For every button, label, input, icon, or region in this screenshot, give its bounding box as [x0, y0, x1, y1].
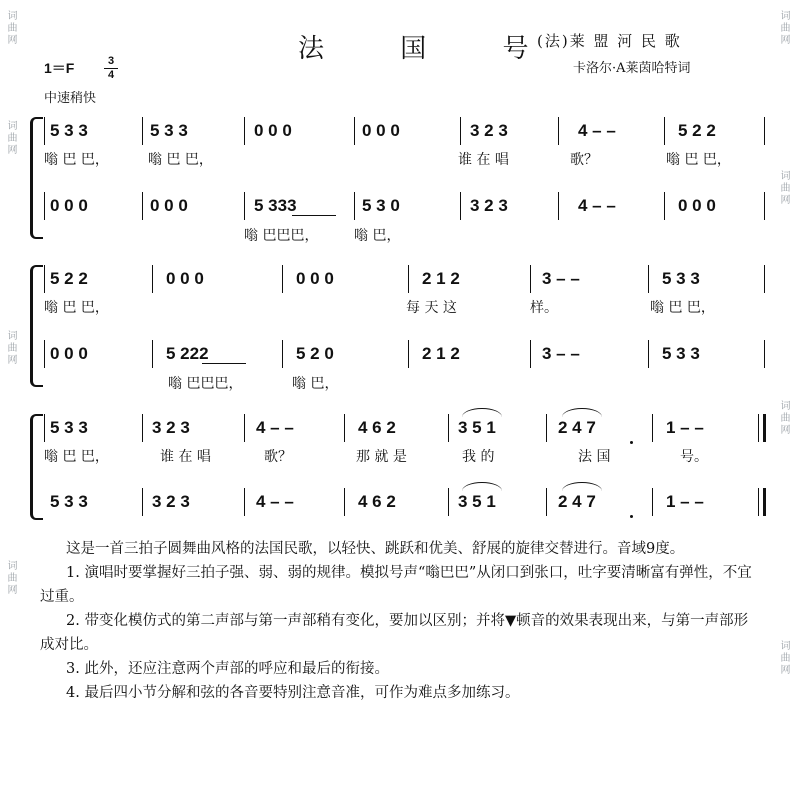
song-origin: (法)莱 盟 河 民 歌 [537, 32, 682, 50]
watermark-right-2: 词曲网 [778, 170, 789, 206]
system-brace [30, 117, 43, 239]
lyric: 号。 [680, 449, 708, 465]
measure: 4 – – [256, 492, 294, 511]
measure: 5 3 3 [50, 492, 88, 511]
lyric: 嗡 巴 巴， [44, 449, 109, 465]
lyric: 嗡 巴 巴， [650, 300, 715, 316]
lyric: 嗡 巴 巴， [44, 300, 109, 316]
measure: 3 5 1 [458, 492, 496, 511]
measure: 0 0 0 [50, 344, 88, 363]
score-system-1 [30, 117, 765, 247]
measure: 1 – – [666, 418, 704, 437]
lyric: 嗡 巴巴巴， [244, 228, 319, 244]
measure: 0 0 0 [362, 121, 400, 140]
score-system-2 [30, 265, 765, 395]
song-title: 法 国 号 [298, 34, 563, 64]
measure: 5 3 3 [50, 121, 88, 140]
upper-voice-row [44, 117, 765, 145]
lyric: 嗡 巴， [354, 228, 401, 244]
measure: 3 5 1 [458, 418, 496, 437]
watermark-right-3: 词曲网 [778, 400, 789, 436]
measure: 5 222 [166, 344, 209, 363]
watermark-left-2: 词曲网 [5, 120, 16, 156]
measure: 5 3 3 [662, 269, 700, 288]
watermark-right-4: 词曲网 [778, 640, 789, 676]
time-numerator: 3 [107, 55, 115, 67]
measure: 4 – – [256, 418, 294, 437]
measure: 5 333 [254, 196, 297, 215]
lyric: 嗡 巴 巴， [666, 152, 731, 168]
lyric: 我 的 [462, 449, 495, 465]
lyric: 歌？ [264, 449, 292, 465]
system-brace [30, 265, 43, 387]
measure: 0 0 0 [254, 121, 292, 140]
key-signature: 1＝F [44, 60, 75, 76]
lower-voice-row [44, 340, 765, 368]
lyric: 嗡 巴 巴， [148, 152, 213, 168]
measure: 3 – – [542, 269, 580, 288]
lower-voice-row [44, 488, 765, 516]
upper-voice-row [44, 414, 765, 442]
lyric: 嗡 巴， [292, 376, 339, 392]
lyric: 嗡 巴 巴， [44, 152, 109, 168]
measure: 3 2 3 [152, 492, 190, 511]
measure: 0 0 0 [150, 196, 188, 215]
measure: 4 6 2 [358, 418, 396, 437]
measure: 1 – – [666, 492, 704, 511]
measure: 5 2 2 [678, 121, 716, 140]
measure: 2 4 7 [558, 492, 596, 511]
watermark-left-3: 词曲网 [5, 330, 16, 366]
measure: 5 2 0 [296, 344, 334, 363]
commentary-point-4: 4. 最后四小节分解和弦的各音要特别注意音准，可作为难点多加练习。 [66, 685, 520, 701]
measure: 5 3 3 [50, 418, 88, 437]
measure: 3 2 3 [470, 121, 508, 140]
measure: 3 – – [542, 344, 580, 363]
measure: 2 1 2 [422, 269, 460, 288]
measure: 0 0 0 [678, 196, 716, 215]
measure: 0 0 0 [166, 269, 204, 288]
lyric: 每 天 这 [406, 300, 457, 316]
lyric: 谁 在 唱 [458, 152, 509, 168]
upper-voice-row [44, 265, 765, 293]
watermark-left-1: 词曲网 [5, 10, 16, 46]
commentary-point-2: 2. 带变化模仿式的第二声部与第一声部稍有变化，要加以区别；并将▼顿音的效果表现出来，与第一声部形成对比。 [40, 613, 749, 653]
measure: 0 0 0 [50, 196, 88, 215]
measure: 5 3 0 [362, 196, 400, 215]
lower-voice-row [44, 192, 765, 220]
measure: 5 3 3 [662, 344, 700, 363]
measure: 0 0 0 [296, 269, 334, 288]
score-system-3 [30, 414, 765, 524]
commentary-intro: 这是一首三拍子圆舞曲风格的法国民歌，以轻快、跳跃和优美、舒展的旋律交替进行。音域9度。 [66, 541, 685, 557]
time-denominator: 4 [107, 69, 115, 81]
lyric: 法 国 [578, 449, 611, 465]
lyricist-credit: 卡洛尔·A莱茵哈特词 [573, 61, 691, 76]
lyric: 那 就 是 [356, 449, 407, 465]
watermark-right-1: 词曲网 [778, 10, 789, 46]
measure: 5 2 2 [50, 269, 88, 288]
measure: 4 – – [578, 121, 616, 140]
measure: 5 3 3 [150, 121, 188, 140]
measure: 3 2 3 [152, 418, 190, 437]
system-brace [30, 414, 43, 520]
tempo-marking: 中速稍快 [44, 91, 97, 106]
measure: 2 1 2 [422, 344, 460, 363]
watermark-left-4: 词曲网 [5, 560, 16, 596]
time-signature [104, 56, 118, 81]
measure: 3 2 3 [470, 196, 508, 215]
commentary [40, 537, 760, 705]
measure: 4 6 2 [358, 492, 396, 511]
lyric: 嗡 巴巴巴， [168, 376, 243, 392]
commentary-point-3: 3. 此外，还应注意两个声部的呼应和最后的衔接。 [66, 661, 389, 677]
commentary-point-1: 1. 演唱时要掌握好三拍子强、弱、弱的规律。模拟号声“嗡巴巴”从闭口到张口，吐字要清晰富有弹性，不宜过重。 [40, 565, 752, 605]
measure: 4 – – [578, 196, 616, 215]
measure: 2 4 7 [558, 418, 596, 437]
lyric: 谁 在 唱 [160, 449, 211, 465]
lyric: 样。 [530, 300, 558, 316]
lyric: 歌？ [570, 152, 598, 168]
